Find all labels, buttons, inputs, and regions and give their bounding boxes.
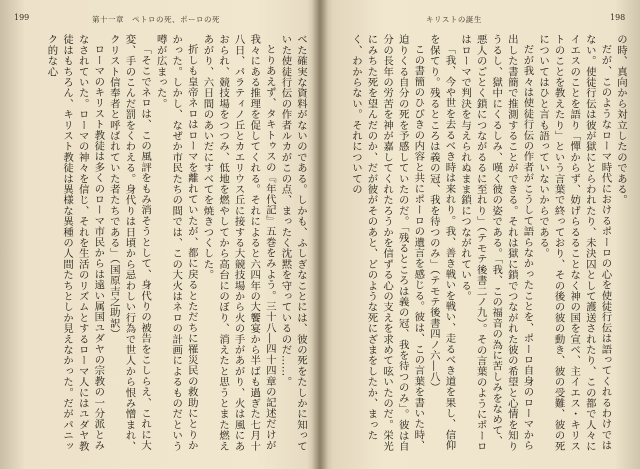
left-paragraph-4: 「そこでネロは、この風評をもみ消そうとして、身代りの被告をこしらえ、これに大変、手のこんだ罰をくわえる。身代りは日頃から忌わしい行為で世人から恨み憎まれ、クリスト信奉者と呼ばれていた者たちである」（国原吉之助訳） <box>107 34 152 452</box>
chapter-header: 第十一章 ペトロの死、ポーロの死 <box>92 15 220 24</box>
left-page-number: 199 <box>14 13 30 22</box>
right-page-number: 198 <box>610 13 626 22</box>
right-paragraph-2: だが、このようなローマ時代におけるポーロの心を使徒行伝は語ってくれるわけではない。使徒行伝は彼が獄にとらわれたり、未決囚として護送されたり、この都で人々にイエスのことを語り「憚からず、妨げらるることなく神の国を宣べ、主イエス・キリストのことを教えたり」という言葉で終っており、その後の彼の動き、彼の受難、彼の死についてはひと言も語っていないからである。 <box>537 34 612 452</box>
left-page-body <box>12 34 308 452</box>
right-paragraph-3: だが我々は使徒行伝の作者がこうして語らなかったことを、ポーロ自身のローマから出した書簡で推測することができる。それは獄に鎖でつながれた彼の希望と心情を知りうるし、獄中にくるしみ、嘆く彼の姿である。「我、この福音の為に苦しみをなめて、悪人のごとく鎖につながるるに至れり」（テモテ後書二ノ九）。その言葉のようにポーロはローマで判決を与えられぬまま鎖につながれている。 <box>459 34 534 452</box>
right-page <box>322 0 640 469</box>
left-page <box>0 0 318 469</box>
left-paragraph-1: べた確実な資料がないのである。しかも、ふしぎなことには、彼の死をたしかに知っていた使徒行伝の作者ルカがこの点、まったく沈黙を守っているのだ……。 <box>279 34 307 452</box>
right-paragraph-1: の時、真向から対立したのである。 <box>615 34 627 206</box>
left-paragraph-2: とりあえず、タキトゥスの『年代記』五巻をみよう。三十八―四十四章の記述だけが我々にある推理を促してくれる。それによると六四年の大饗宴から半ばも過ぎた七月十八日、パラティノ丘とカエリウス丘に接する大競技場から火の手があがり、火は風にあおられ、競技場をつつみ、低地を燃やしてから高台にのぼり、消えたと思うとまた燃えあがり、六日間のあいだにすべてを焼きつくした。 <box>201 34 276 452</box>
left-paragraph-5: ローマのキリスト教徒は多くのローマ市民からは遠い属国ユダヤの宗教の一分派とみなされていた。ローマの神々を信じ、それを生活のリズムとするローマ人にはユダヤ教徒はもちろん、キリスト教徒は異様な異種の人間たちとしか見えなかった。だがパニック的な心 <box>45 34 105 452</box>
right-page-body <box>330 34 628 452</box>
right-paragraph-5: この書簡のひびきの内容と共にポーロの遺言を感じる。彼は、この言葉を書いた時、迫りくる自分の死を予感していたのだ。「残るところは義の冠、我を待つのみ」。彼は自分の長年の労苦を神が嘉してくれたろうかを信ずる心の支えを求めて呟いたのだ。栄光にみちた死を望んだのか、だが彼がそのあと、どのような死にざまをしたか、まったく、わからない。それについての <box>349 34 425 452</box>
right-paragraph-4: 「我、今や世を去るべき時は来れり。我、善き戦いを戦い、走るべき道を果し、信仰を保てり。残るところは義の冠、我を待つのみ」（テモテ後書四ノ六―八） <box>427 34 456 451</box>
running-header: キリストの誕生 <box>426 15 482 24</box>
left-paragraph-3: 折しも皇帝ネロはローマを離れていたが、都に戻るとただちに罹災民の救助にとりかかった。しかし、なぜか市民たちの間では、この大火はネロの計画によるものだという噂が広まった。 <box>154 34 198 452</box>
